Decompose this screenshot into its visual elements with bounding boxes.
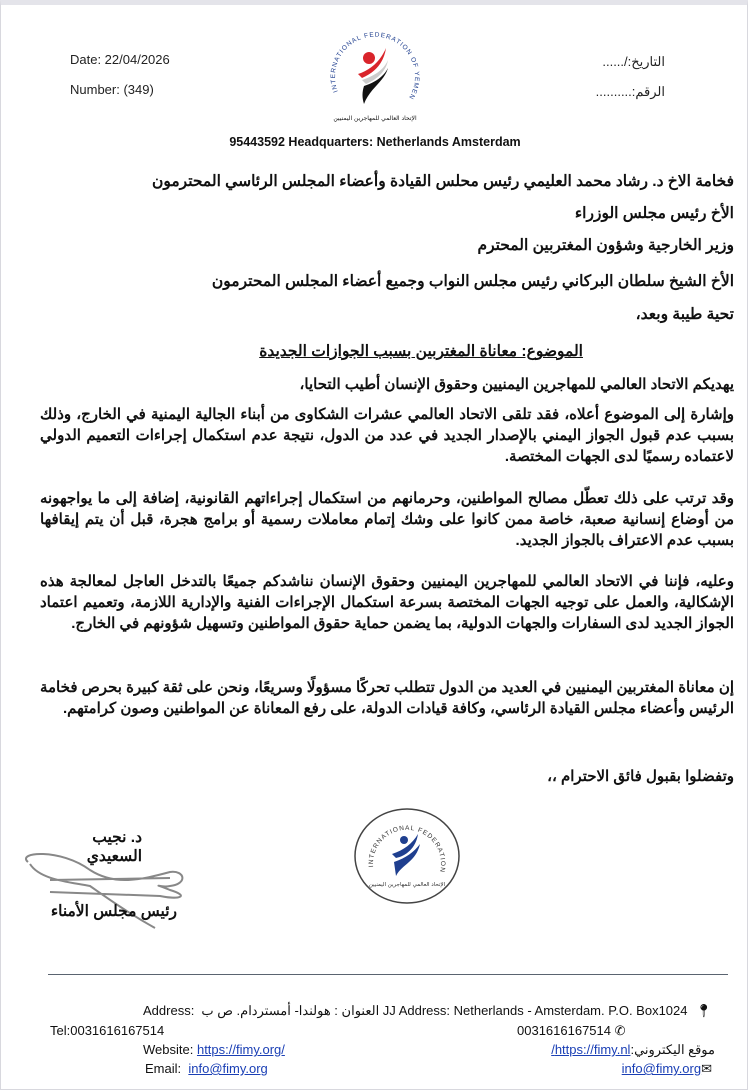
number-label: Number: (349) (70, 82, 154, 97)
svg-text:الإتحاد العالمي للمهاجرين اليم: الإتحاد العالمي للمهاجرين اليمنيين (333, 115, 417, 122)
greeting: يهديكم الاتحاد العالمي للمهاجرين اليمنيين وحقوق الإنسان أطيب التحايا، (299, 376, 734, 393)
signatory-title: رئيس مجلس الأمناء (50, 903, 177, 920)
website-ar: موقع اليكتروني:https://fimy.nl/ (551, 1042, 715, 1057)
envelope-icon: ✉ (701, 1061, 712, 1076)
number-ar-label: الرقم:.......... (595, 84, 665, 99)
addressee-foreign-minister: وزير الخارجية وشؤون المغتربين المحترم (477, 237, 734, 254)
closing: وتفضلوا بقبول فائق الاحترام ،، (547, 768, 734, 785)
address-label: Address: (143, 1003, 195, 1018)
tel-ar: 0031616167514 ✆ (517, 1023, 626, 1038)
paragraph-1: وإشارة إلى الموضوع أعلاه، فقد تلقى الاتحاد العالمي عشرات الشكاوى من أبناء الجالية اليمنية في الخارج، وذلك بسبب عدم قبول الجواز اليمني بالإصدار الجديد في عدد من الدول، نتيجة عدم استكمال إجراءات التعميم الدولي لاعتماده رسميًا لدى الجهات المختصة. (40, 406, 734, 465)
paragraph-2: وقد ترتب على ذلك تعطّل مصالح المواطنين، وحرمانهم من استكمال إجراءاتهم القانونية، إضافة إلى ما يواجهونه من أوضاع إنسانية صعبة، خاصة ممن كانوا على وشك إتمام معاملات رسمية أو برامج هجرة، قبل أن يتم إيقافها بسبب عدم الاعتراف بالجواز الجديد. (40, 490, 734, 549)
svg-text:INTERNATIONAL FEDERATION OF MI: INTERNATIONAL FEDERATION (367, 824, 447, 874)
salutation: تحية طيبة وبعد، (635, 306, 734, 323)
addressee-prime-minister: الأخ رئيس مجلس الوزراء (574, 205, 734, 222)
headquarters-line: 95443592 Headquarters: Netherlands Amsterdam (229, 135, 521, 149)
svg-text:الإتحاد العالمي للمهاجرين اليم: الإتحاد العالمي للمهاجرين اليمنيين (368, 882, 446, 888)
location-pin-icon: 📍︎ (695, 1003, 712, 1018)
subject-line: الموضوع: معاناة المغتربين بسبب الجوازات الجديدة (259, 343, 583, 360)
email-link-en[interactable]: info@fimy.org (188, 1061, 268, 1076)
addressee-president: فخامة الاخ د. رشاد محمد العليمي رئيس محلس القيادة وأعضاء المجلس الرئاسي المحترمون (151, 173, 734, 190)
svg-text:INTERNATIONAL FEDERATION OF YE: INTERNATIONAL FEDERATION OF YEMEN (329, 31, 421, 101)
email-link-ar[interactable]: info@fimy.org (621, 1061, 702, 1076)
signatory-name: د. نجيب السعيدي (86, 829, 142, 865)
date-label: Date: 22/04/2026 (70, 52, 170, 67)
email-ar (622, 1061, 712, 1077)
website-link-en[interactable]: https://fimy.org/ (196, 1042, 285, 1057)
website-en: Website: https://fimy.org/ (143, 1042, 285, 1057)
paragraph-3: وعليه، فإننا في الاتحاد العالمي للمهاجرين اليمنيين وحقوق الإنسان نناشدكم جميعًا بالتدخل العاجل لمعالجة هذه الإشكالية، والعمل على توجيه الجهات المختصة بسرعة استكمال الإجراءات الفنية والإدارية اللازمة، وتعميم اعتماد الجواز الجديد لدى السفارات والجهات الدولية، بما يضمن حماية حقوق المواطنين وتسهيل شؤونهم في الخارج. (40, 573, 734, 632)
address-value: 📍︎JJ Address: Netherlands - Amsterdam. P.O. Box1024 العنوان : هولندا- أمستردام. ص ب (201, 1003, 712, 1018)
website-link-ar[interactable]: https://fimy.nl/ (551, 1042, 631, 1057)
tel-en: Tel:0031616167514 (50, 1023, 165, 1038)
organization-logo (318, 14, 432, 126)
email-en: Email: info@fimy.org (145, 1061, 268, 1076)
paragraph-4: إن معاناة المغتربين اليمنيين في العديد من الدول تتطلب تحركًا مسؤولًا وسريعًا، ونحن على ثقة كبيرة بحرص فخامة الرئيس وأعضاء مجلس القيادة الرئاسي، وكافة قيادات الدولة، على رفع المعاناة عن المواطنين وصون كرامتهم. (39, 679, 734, 717)
addressee-parliament: الأخ الشيخ سلطان البركاني رئيس مجلس النواب وجميع أعضاء المجلس المحترمون (211, 273, 734, 290)
date-ar-label: التاريخ:/...... (602, 54, 665, 69)
organization-stamp (352, 806, 462, 906)
phone-icon: ✆ (614, 1023, 626, 1038)
footer-divider (48, 974, 728, 975)
